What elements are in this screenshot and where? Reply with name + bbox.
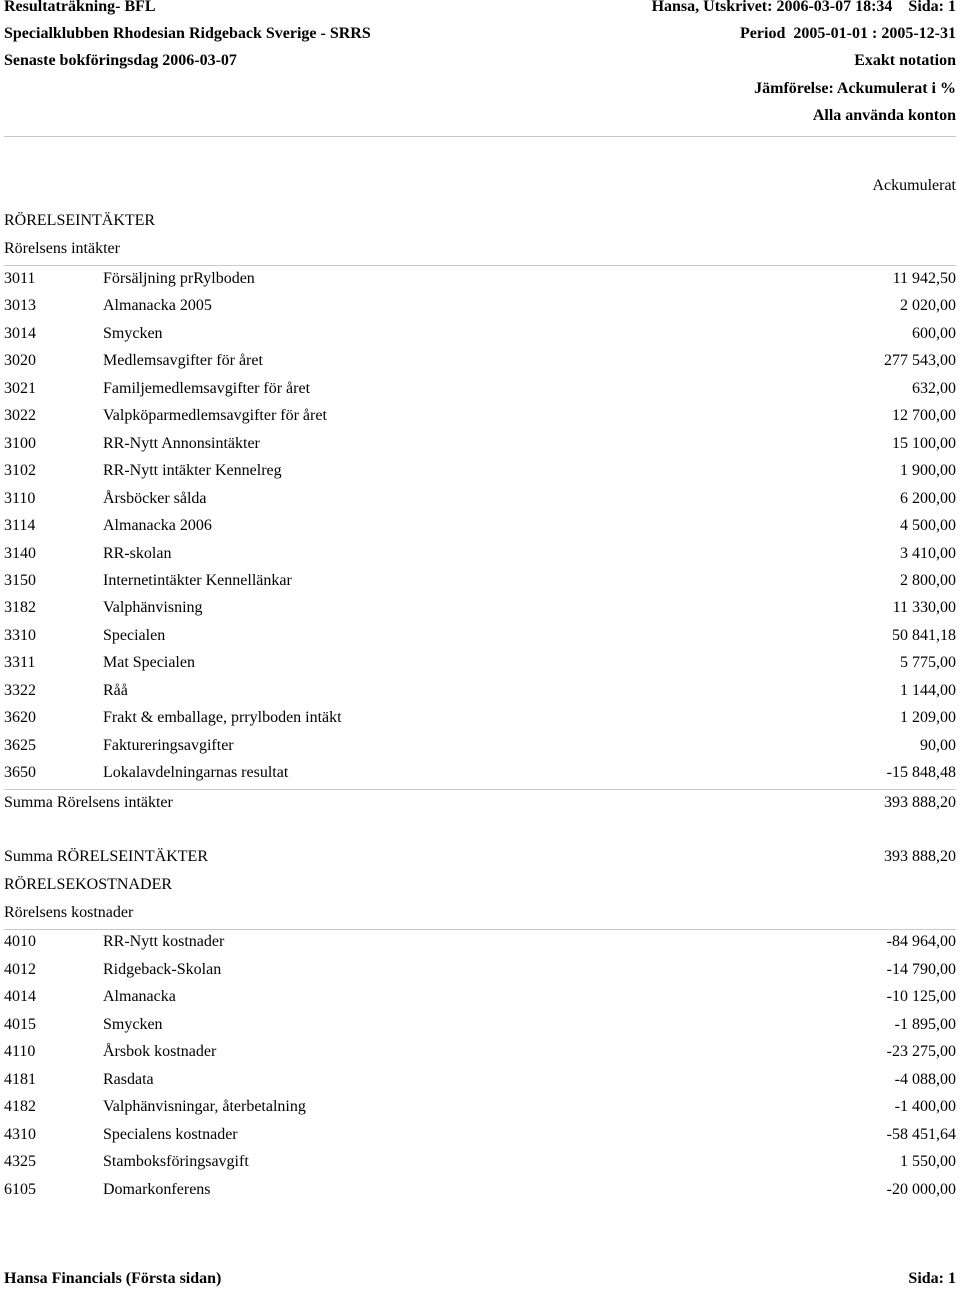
expenses-group-title: Rörelsens kostnader	[4, 904, 134, 921]
report-title: Resultaträkning- BFL	[4, 0, 156, 15]
income-row	[0, 270, 960, 292]
account-number: 3140	[4, 544, 36, 562]
account-name: Rasdata	[103, 1070, 154, 1088]
amount-value: -10 125,00	[886, 988, 956, 1005]
account-name: Årsböcker sålda	[103, 489, 207, 507]
income-row	[0, 352, 960, 374]
income-row	[0, 435, 960, 457]
account-number: 3020	[4, 352, 36, 370]
amount-value: 2 800,00	[900, 571, 956, 589]
amount-value: 632,00	[912, 379, 956, 397]
amount-value: 6 200,00	[900, 489, 956, 507]
income-row	[0, 462, 960, 484]
expense-row	[0, 961, 960, 983]
expenses-section-title: RÖRELSEKOSTNADER	[4, 876, 173, 893]
amount-value: 3 410,00	[900, 544, 956, 562]
income-row	[0, 517, 960, 539]
account-name: RR-skolan	[103, 544, 172, 562]
income-section-total-amount: 393 888,20	[884, 848, 956, 865]
amount-value: -14 790,00	[886, 960, 956, 978]
account-number: 3310	[4, 626, 36, 644]
account-number: 4325	[4, 1153, 36, 1170]
account-number: 3013	[4, 297, 36, 315]
income-row	[0, 407, 960, 429]
account-name: Försäljning prRylboden	[103, 270, 255, 287]
account-number: 3311	[4, 654, 36, 672]
account-name: RR-Nytt intäkter Kennelreg	[103, 462, 282, 480]
expense-row	[0, 988, 960, 1010]
income-row	[0, 764, 960, 786]
income-group-title: Rörelsens intäkter	[4, 240, 120, 257]
income-group-total-label: Summa Rörelsens intäkter	[4, 794, 173, 811]
income-row	[0, 380, 960, 402]
header-divider	[4, 136, 956, 137]
period-range: Period 2005-01-01 : 2005-12-31	[740, 25, 956, 42]
account-name: Almanacka 2006	[103, 517, 212, 535]
amount-value: 4 500,00	[900, 517, 956, 535]
account-name: Stamboksföringsavgift	[103, 1153, 249, 1170]
amount-value: 5 775,00	[900, 654, 956, 672]
income-row	[0, 654, 960, 676]
account-number: 3100	[4, 434, 36, 452]
account-number: 3150	[4, 571, 36, 589]
account-name: RR-Nytt Annonsintäkter	[103, 434, 260, 452]
notation-mode: Exakt notation	[854, 52, 956, 69]
account-name: Valpköparmedlemsavgifter för året	[103, 407, 327, 425]
amount-value: -58 451,64	[886, 1125, 956, 1143]
expense-row	[0, 933, 960, 955]
account-name: Råå	[103, 681, 128, 699]
account-name: Smycken	[103, 324, 163, 342]
expense-row	[0, 1098, 960, 1120]
income-row	[0, 709, 960, 731]
account-number: 3021	[4, 379, 36, 397]
income-row	[0, 572, 960, 594]
income-row	[0, 490, 960, 512]
account-name: Medlemsavgifter för året	[103, 352, 263, 370]
income-row	[0, 297, 960, 319]
footer-left: Hansa Financials (Första sidan)	[4, 1270, 222, 1287]
amount-value: 90,00	[920, 736, 956, 754]
amount-value: 11 330,00	[892, 599, 956, 617]
account-name: Valphänvisningar, återbetalning	[103, 1098, 306, 1115]
account-name: Smycken	[103, 1015, 163, 1033]
amount-value: 600,00	[912, 324, 956, 342]
last-booking-date: Senaste bokföringsdag 2006-03-07	[4, 52, 237, 69]
expense-row	[0, 1043, 960, 1065]
amount-value: 15 100,00	[892, 434, 956, 452]
account-name: Almanacka 2005	[103, 297, 212, 315]
account-number: 4182	[4, 1098, 36, 1115]
expense-row	[0, 1181, 960, 1203]
print-info: Hansa, Utskrivet: 2006-03-07 18:34 Sida: 1	[651, 0, 956, 15]
income-row	[0, 599, 960, 621]
account-number: 3620	[4, 709, 36, 727]
account-name: Lokalavdelningarnas resultat	[103, 764, 289, 782]
income-group-total-amount: 393 888,20	[884, 794, 956, 811]
account-number: 3022	[4, 407, 36, 425]
account-name: Domarkonferens	[103, 1180, 211, 1198]
account-number: 3014	[4, 324, 36, 342]
account-number: 4015	[4, 1015, 36, 1033]
account-name: Mat Specialen	[103, 654, 195, 672]
amount-value: 277 543,00	[884, 352, 956, 370]
income-row	[0, 627, 960, 649]
amount-value: 1 209,00	[900, 709, 956, 727]
account-name: Specialens kostnader	[103, 1125, 238, 1143]
account-number: 4181	[4, 1070, 36, 1088]
expense-row	[0, 1071, 960, 1093]
amount-value: -15 848,48	[886, 764, 956, 782]
income-section-total-label: Summa RÖRELSEINTÄKTER	[4, 848, 208, 865]
income-row	[0, 737, 960, 759]
income-row	[0, 545, 960, 567]
amount-value: -84 964,00	[886, 933, 956, 950]
amount-value: 1 144,00	[900, 681, 956, 699]
amount-value: 1 900,00	[900, 462, 956, 480]
account-name: Specialen	[103, 626, 166, 644]
account-number: 3322	[4, 681, 36, 699]
income-total-divider	[4, 789, 956, 790]
income-section-title: RÖRELSEINTÄKTER	[4, 212, 156, 229]
account-number: 4010	[4, 933, 36, 950]
account-name: Ridgeback-Skolan	[103, 960, 222, 978]
amount-value: 1 550,00	[900, 1153, 956, 1170]
account-number: 3650	[4, 764, 36, 782]
amount-value: -4 088,00	[894, 1070, 956, 1088]
organization-name: Specialklubben Rhodesian Ridgeback Sverige - SRRS	[4, 25, 371, 42]
income-group-divider	[4, 265, 956, 266]
account-number: 4310	[4, 1125, 36, 1143]
amount-value: 50 841,18	[892, 626, 956, 644]
account-number: 3625	[4, 736, 36, 754]
expense-row	[0, 1016, 960, 1038]
account-name: Faktureringsavgifter	[103, 736, 234, 754]
income-row	[0, 325, 960, 347]
account-name: Valphänvisning	[103, 599, 203, 617]
account-name: Familjemedlemsavgifter för året	[103, 379, 311, 397]
expenses-group-divider	[4, 929, 956, 930]
income-row	[0, 682, 960, 704]
account-name: Frakt & emballage, prrylboden intäkt	[103, 709, 342, 727]
expense-row	[0, 1153, 960, 1175]
amount-value: 12 700,00	[892, 407, 956, 425]
amount-value: -23 275,00	[886, 1043, 956, 1060]
account-number: 3102	[4, 462, 36, 480]
account-name: RR-Nytt kostnader	[103, 933, 225, 950]
account-number: 6105	[4, 1180, 36, 1198]
account-number: 4014	[4, 988, 36, 1005]
account-name: Almanacka	[103, 988, 176, 1005]
comparison-mode: Jämförelse: Ackumulerat i %	[754, 80, 956, 97]
amount-value: -1 400,00	[894, 1098, 956, 1115]
accounts-filter: Alla använda konton	[812, 107, 956, 124]
amount-value: -1 895,00	[894, 1015, 956, 1033]
account-number: 4012	[4, 960, 36, 978]
account-name: Internetintäkter Kennellänkar	[103, 571, 292, 589]
footer-page: Sida: 1	[908, 1270, 956, 1287]
column-header-accumulated: Ackumulerat	[872, 177, 956, 194]
account-number: 3110	[4, 489, 36, 507]
account-number: 3011	[4, 270, 36, 287]
expense-row	[0, 1126, 960, 1148]
amount-value: 2 020,00	[900, 297, 956, 315]
amount-value: 11 942,50	[892, 270, 956, 287]
account-number: 3182	[4, 599, 36, 617]
account-name: Årsbok kostnader	[103, 1043, 217, 1060]
account-number: 3114	[4, 517, 36, 535]
account-number: 4110	[4, 1043, 36, 1060]
amount-value: -20 000,00	[886, 1180, 956, 1198]
